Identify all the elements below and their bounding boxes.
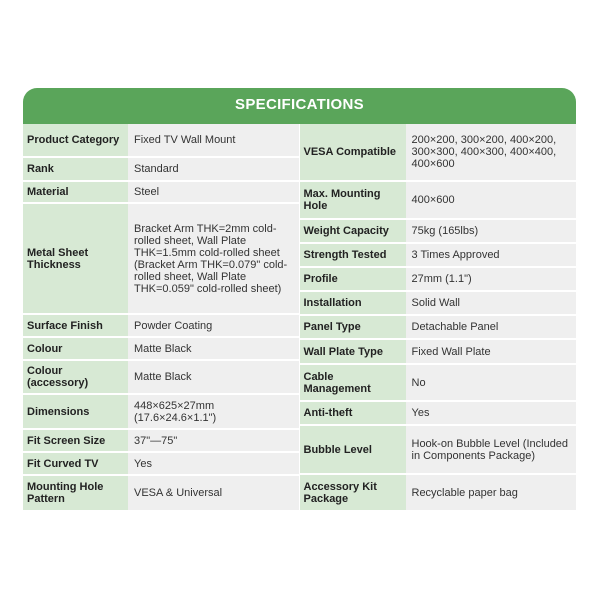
spec-label: Weight Capacity [300,220,406,242]
spec-row [300,124,577,182]
spec-row [23,338,300,361]
spec-row [23,124,300,158]
spec-label: Colour (accessory) [23,361,128,393]
spec-label: Surface Finish [23,315,128,336]
spec-value: Hook-on Bubble Level (Included in Components Package) [406,426,577,473]
spec-row [23,361,300,395]
spec-label: Bubble Level [300,426,406,473]
spec-row [23,453,300,476]
specifications-header [23,88,576,120]
spec-value: No [406,365,577,400]
spec-row [23,158,300,182]
spec-row [300,365,577,402]
spec-label: Installation [300,292,406,314]
spec-label: Fit Curved TV [23,453,128,474]
spec-value: Recyclable paper bag [406,475,577,510]
spec-label: Material [23,182,128,202]
spec-value: Steel [128,182,299,202]
spec-row [300,316,577,340]
spec-value: 3 Times Approved [406,244,577,266]
spec-label: Product Category [23,124,128,156]
spec-label: Strength Tested [300,244,406,266]
spec-row [23,182,300,204]
spec-value: Matte Black [128,338,299,359]
spec-value: Bracket Arm THK=2mm cold-rolled sheet, Wall Plate THK=1.5mm cold-rolled sheet (Bracket Arm THK=0.079" cold-rolled sheet, Wall Plate THK=0.059" cold-rolled sheet) [128,204,299,313]
spec-row [23,476,300,512]
spec-label: Colour [23,338,128,359]
spec-value: Fixed Wall Plate [406,340,577,363]
spec-value: 448×625×27mm (17.6×24.6×1.1") [128,395,299,428]
spec-label: Mounting Hole Pattern [23,476,128,510]
spec-value: Matte Black [128,361,299,393]
spec-value: 75kg (165lbs) [406,220,577,242]
spec-row [300,340,577,365]
spec-label: Panel Type [300,316,406,338]
spec-value: 27mm (1.1") [406,268,577,290]
spec-value: Fixed TV Wall Mount [128,124,299,156]
spec-label: Wall Plate Type [300,340,406,363]
spec-row [300,244,577,268]
spec-row [300,292,577,316]
spec-label: Fit Screen Size [23,430,128,451]
spec-label: Profile [300,268,406,290]
spec-row [300,402,577,426]
spec-label: Cable Management [300,365,406,400]
spec-value: VESA & Universal [128,476,299,510]
spec-row [300,268,577,292]
specifications-card [23,88,576,512]
spec-row [300,426,577,475]
spec-value: Detachable Panel [406,316,577,338]
spec-value: 400×600 [406,182,577,218]
spec-label: Rank [23,158,128,180]
spec-label: Anti-theft [300,402,406,424]
spec-column-left [23,124,300,512]
spec-value: 200×200, 300×200, 400×200, 300×300, 400×300, 400×400, 400×600 [406,124,577,180]
spec-label: Max. Mounting Hole [300,182,406,218]
spec-label: Metal Sheet Thickness [23,204,128,313]
spec-value: 37"—75" [128,430,299,451]
spec-value: Solid Wall [406,292,577,314]
spec-column-right [300,124,577,512]
spec-label: Accessory Kit Package [300,475,406,510]
spec-value: Yes [128,453,299,474]
spec-value: Standard [128,158,299,180]
spec-row [23,430,300,453]
specifications-title: SPECIFICATIONS [235,95,364,113]
spec-value: Yes [406,402,577,424]
spec-row [300,220,577,244]
spec-label: VESA Compatible [300,124,406,180]
spec-row [300,475,577,512]
spec-value: Powder Coating [128,315,299,336]
spec-label: Dimensions [23,395,128,428]
spec-row [23,204,300,315]
spec-row [23,315,300,338]
spec-row [300,182,577,220]
spec-row [23,395,300,430]
